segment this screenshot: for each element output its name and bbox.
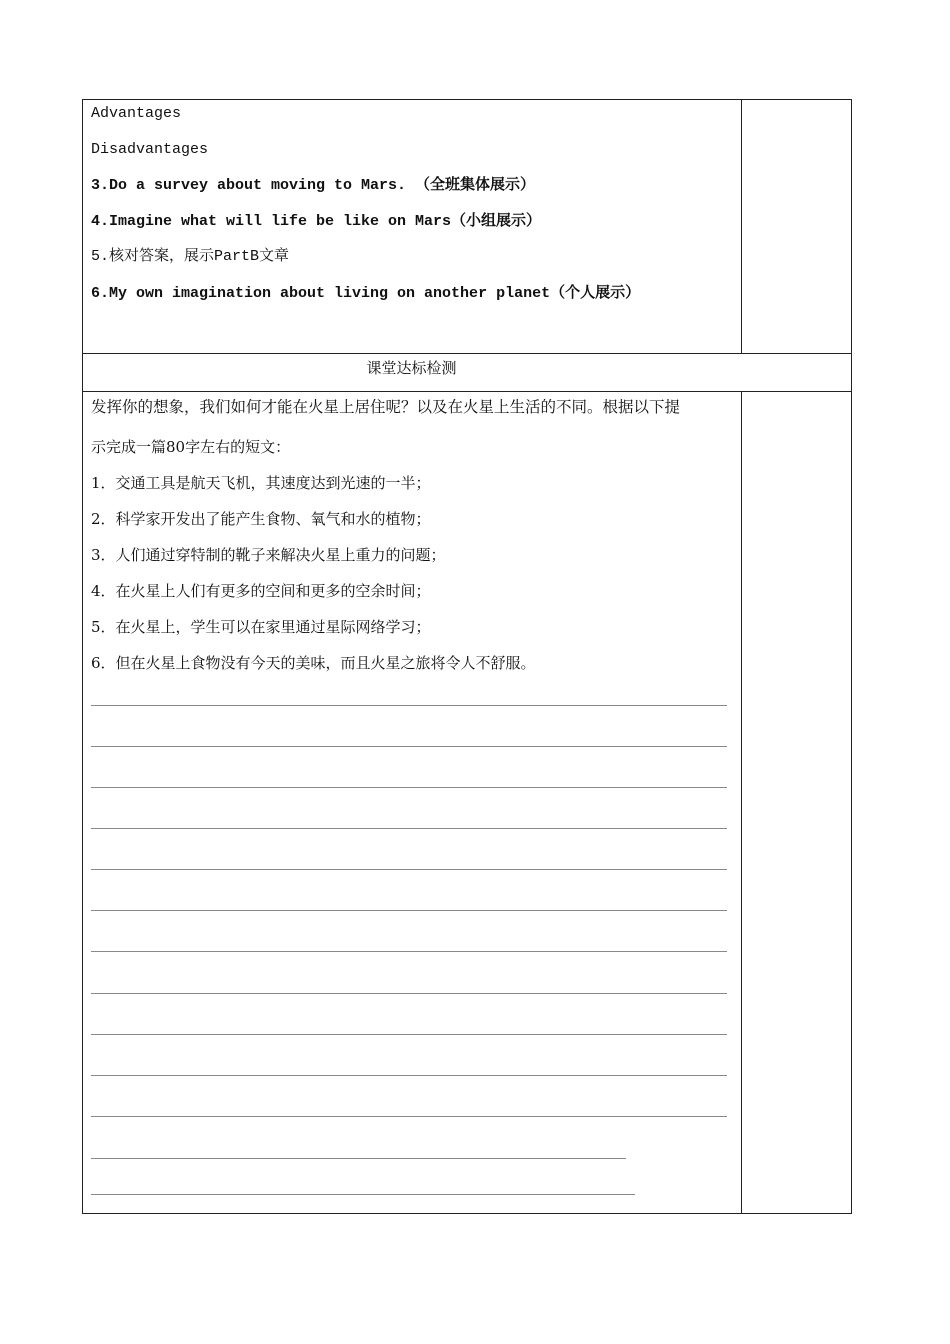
writing-line[interactable] <box>91 828 727 829</box>
writing-line[interactable] <box>91 787 727 788</box>
hint-item-4: 4．在火星上人们有更多的空间和更多的空余时间； <box>91 582 431 600</box>
disadvantages-label: Disadvantages <box>91 141 209 158</box>
row-divider-1 <box>82 353 852 354</box>
writing-line[interactable] <box>91 1075 727 1076</box>
step-6-text: 6.My own imagination about living on another planet（个人展示） <box>91 285 641 302</box>
column-divider-top <box>741 99 742 354</box>
step-5-text: 5.核对答案，展示PartB文章 <box>91 248 290 265</box>
exercise-prompt-line-1: 发挥你的想象，我们如何才能在火星上居住呢？以及在火星上生活的不同。根据以下提 <box>91 398 681 416</box>
writing-line[interactable] <box>91 951 727 952</box>
hint-item-5: 5．在火星上，学生可以在家里通过星际网络学习； <box>91 618 431 636</box>
row-divider-2 <box>82 391 852 392</box>
hint-item-3: 3．人们通过穿特制的靴子来解决火星上重力的问题； <box>91 546 446 564</box>
advantages-label: Advantages <box>91 105 182 122</box>
writing-line[interactable] <box>91 1116 727 1117</box>
exercise-prompt-line-2: 示完成一篇80字左右的短文： <box>91 438 291 456</box>
writing-line[interactable] <box>91 1194 635 1195</box>
column-divider-bottom <box>741 391 742 1214</box>
step-3-text: 3.Do a survey about moving to Mars. （全班集体展示） <box>91 177 536 194</box>
writing-line[interactable] <box>91 1158 626 1159</box>
writing-line[interactable] <box>91 705 727 706</box>
writing-line[interactable] <box>91 746 727 747</box>
writing-line[interactable] <box>91 869 727 870</box>
hint-item-1: 1．交通工具是航天飞机，其速度达到光速的一半； <box>91 474 431 492</box>
hint-item-2: 2．科学家开发出了能产生食物、氧气和水的植物； <box>91 510 431 528</box>
section-title: 课堂达标检测 <box>366 359 457 377</box>
step-4-text: 4.Imagine what will life be like on Mars（小组展示） <box>91 213 542 230</box>
writing-line[interactable] <box>91 1034 727 1035</box>
writing-line[interactable] <box>91 910 727 911</box>
hint-item-6: 6．但在火星上食物没有今天的美味，而且火星之旅将令人不舒服。 <box>91 654 536 672</box>
writing-line[interactable] <box>91 993 727 994</box>
